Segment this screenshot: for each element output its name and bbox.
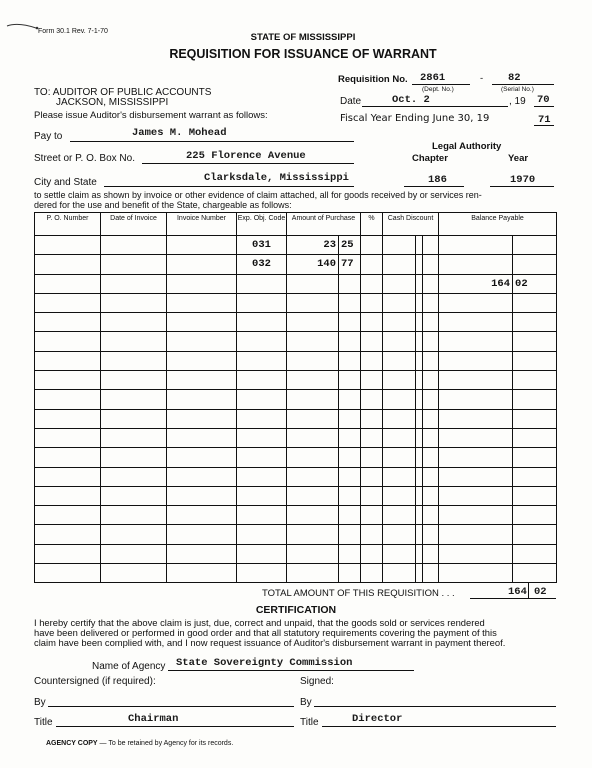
amount-cents-cell[interactable]: [339, 506, 361, 525]
amount-cents-cell[interactable]: [339, 409, 361, 428]
serial-no-label: (Serial No.): [501, 86, 534, 93]
amount-dollars-cell[interactable]: [287, 448, 339, 467]
discount-cell-1[interactable]: [383, 371, 416, 390]
certification-line-2: have been delivered or performed in good order and that all statutory requirements covering the payment of this: [34, 627, 497, 638]
balance-dollars-cell[interactable]: [439, 351, 513, 370]
amount-dollars-cell[interactable]: [287, 544, 339, 563]
serial-number-value[interactable]: 82: [508, 72, 521, 84]
discount-cell-2[interactable]: [416, 255, 423, 274]
discount-cell-1[interactable]: [383, 313, 416, 332]
po-cell[interactable]: [35, 332, 101, 351]
invoice-date-cell[interactable]: [101, 467, 167, 486]
discount-cell-3[interactable]: [423, 332, 439, 351]
invoice-number-cell[interactable]: [167, 506, 237, 525]
invoice-date-cell[interactable]: [101, 428, 167, 447]
table-row: [35, 486, 557, 505]
balance-cents-cell[interactable]: [513, 236, 557, 255]
discount-cell-3[interactable]: [423, 467, 439, 486]
invoice-date-cell[interactable]: [101, 409, 167, 428]
balance-dollars-cell[interactable]: [439, 564, 513, 583]
amount-dollars-cell[interactable]: [287, 332, 339, 351]
amount-cents-cell[interactable]: [339, 332, 361, 351]
invoice-number-cell[interactable]: [167, 564, 237, 583]
table-row: [35, 332, 557, 351]
table-row: [35, 525, 557, 544]
amount-dollars-cell[interactable]: [287, 467, 339, 486]
amount-dollars-cell[interactable]: [287, 351, 339, 370]
pay-to-value[interactable]: James M. Mohead: [132, 127, 227, 139]
discount-cell-1[interactable]: [383, 544, 416, 563]
col-exp-obj-code: Exp. Obj. Code: [237, 213, 287, 236]
po-cell[interactable]: [35, 467, 101, 486]
signed-label: Signed:: [300, 676, 334, 687]
street-label: Street or P. O. Box No.: [34, 153, 135, 164]
discount-cell-2[interactable]: [416, 351, 423, 370]
amount-cents-cell[interactable]: [339, 544, 361, 563]
invoice-date-cell[interactable]: [101, 506, 167, 525]
percent-cell[interactable]: [361, 351, 383, 370]
discount-cell-3[interactable]: [423, 409, 439, 428]
invoice-number-cell[interactable]: [167, 293, 237, 312]
amount-cents-cell[interactable]: [339, 293, 361, 312]
exp-obj-code-cell[interactable]: [237, 409, 287, 428]
state-heading: STATE OF MISSISSIPPI: [250, 32, 356, 43]
signed-title-label: Title: [300, 717, 319, 728]
total-label: TOTAL AMOUNT OF THIS REQUISITION . . .: [262, 588, 455, 599]
fiscal-year-label: Fiscal Year Ending June 30, 19: [340, 113, 490, 124]
discount-cell-1[interactable]: [383, 351, 416, 370]
amount-dollars-cell[interactable]: [287, 293, 339, 312]
discount-cell-3[interactable]: [423, 371, 439, 390]
invoice-date-cell[interactable]: [101, 351, 167, 370]
to-line-2: JACKSON, MISSISSIPPI: [56, 97, 169, 108]
discount-cell-3[interactable]: [423, 525, 439, 544]
invoice-number-cell[interactable]: [167, 313, 237, 332]
percent-cell[interactable]: [361, 448, 383, 467]
signed-title-value[interactable]: Director: [352, 713, 403, 725]
pay-to-label: Pay to: [34, 131, 63, 142]
table-row: [35, 274, 557, 293]
percent-cell[interactable]: [361, 371, 383, 390]
invoice-number-cell[interactable]: [167, 544, 237, 563]
po-cell[interactable]: [35, 428, 101, 447]
percent-cell[interactable]: [361, 255, 383, 274]
col-po-number: P. O. Number: [35, 213, 101, 236]
balance-dollars-cell[interactable]: [439, 544, 513, 563]
discount-cell-1[interactable]: [383, 564, 416, 583]
balance-dollars-cell[interactable]: [439, 313, 513, 332]
invoice-number-cell[interactable]: [167, 274, 237, 293]
balance-cents-cell[interactable]: [513, 293, 557, 312]
exp-obj-code-cell[interactable]: [237, 274, 287, 293]
invoice-number-cell[interactable]: [167, 428, 237, 447]
po-cell[interactable]: [35, 255, 101, 274]
percent-cell[interactable]: [361, 486, 383, 505]
discount-cell-3[interactable]: [423, 293, 439, 312]
chapter-value[interactable]: 186: [428, 174, 447, 186]
balance-cents-cell[interactable]: [513, 448, 557, 467]
invoice-number-cell[interactable]: [167, 467, 237, 486]
discount-cell-1[interactable]: [383, 236, 416, 255]
discount-cell-1[interactable]: [383, 448, 416, 467]
discount-cell-2[interactable]: [416, 428, 423, 447]
discount-cell-1[interactable]: [383, 525, 416, 544]
percent-cell[interactable]: [361, 332, 383, 351]
balance-dollars-cell[interactable]: 164: [439, 274, 513, 293]
pen-mark-icon: [6, 20, 40, 32]
percent-cell[interactable]: [361, 236, 383, 255]
table-row: [35, 409, 557, 428]
invoice-number-cell[interactable]: [167, 390, 237, 409]
percent-cell[interactable]: [361, 428, 383, 447]
discount-cell-3[interactable]: [423, 351, 439, 370]
balance-cents-cell[interactable]: [513, 467, 557, 486]
amount-cents-cell[interactable]: [339, 486, 361, 505]
discount-cell-3[interactable]: [423, 564, 439, 583]
amount-dollars-cell[interactable]: 140: [287, 255, 339, 274]
certification-line-1: I hereby certify that the above claim is just, due, correct and unpaid, that the goods sold or services rendered: [34, 617, 485, 628]
amount-cents-cell[interactable]: [339, 351, 361, 370]
po-cell[interactable]: [35, 351, 101, 370]
discount-cell-1[interactable]: [383, 390, 416, 409]
discount-cell-2[interactable]: [416, 313, 423, 332]
amount-dollars-cell[interactable]: [287, 428, 339, 447]
amount-dollars-cell[interactable]: [287, 506, 339, 525]
po-cell[interactable]: [35, 448, 101, 467]
invoice-date-cell[interactable]: [101, 274, 167, 293]
agency-label: Name of Agency: [92, 661, 166, 672]
discount-cell-2[interactable]: [416, 486, 423, 505]
amount-dollars-cell[interactable]: [287, 486, 339, 505]
invoice-date-cell[interactable]: [101, 313, 167, 332]
exp-obj-code-cell[interactable]: [237, 564, 287, 583]
exp-obj-code-cell[interactable]: [237, 467, 287, 486]
certification-heading: CERTIFICATION: [255, 604, 337, 616]
po-cell[interactable]: [35, 564, 101, 583]
exp-obj-code-cell[interactable]: [237, 351, 287, 370]
invoice-number-cell[interactable]: [167, 371, 237, 390]
amount-cents-cell[interactable]: [339, 428, 361, 447]
city-label: City and State: [34, 177, 97, 188]
balance-cents-cell[interactable]: [513, 525, 557, 544]
balance-cents-cell[interactable]: 02: [513, 274, 557, 293]
discount-cell-3[interactable]: [423, 274, 439, 293]
po-cell[interactable]: [35, 371, 101, 390]
countersigned-label: Countersigned (if required):: [34, 676, 156, 687]
agency-copy-label: AGENCY COPY: [46, 740, 98, 747]
invoice-number-cell[interactable]: [167, 486, 237, 505]
exp-obj-code-cell[interactable]: [237, 448, 287, 467]
amount-cents-cell[interactable]: [339, 564, 361, 583]
balance-dollars-cell[interactable]: [439, 467, 513, 486]
legal-year-value[interactable]: 1970: [510, 174, 536, 186]
invoice-date-cell[interactable]: [101, 525, 167, 544]
instruction-text: Please issue Auditor's disbursement warrant as follows:: [34, 110, 268, 121]
exp-obj-code-cell[interactable]: 031: [237, 236, 287, 255]
discount-cell-1[interactable]: [383, 332, 416, 351]
table-row: [35, 564, 557, 583]
countersign-title-label: Title: [34, 717, 53, 728]
discount-cell-1[interactable]: [383, 255, 416, 274]
percent-cell[interactable]: [361, 506, 383, 525]
amount-cents-cell[interactable]: [339, 448, 361, 467]
col-percent: %: [361, 213, 383, 236]
invoice-date-cell[interactable]: [101, 564, 167, 583]
po-cell[interactable]: [35, 390, 101, 409]
po-cell[interactable]: [35, 544, 101, 563]
exp-obj-code-cell[interactable]: [237, 293, 287, 312]
discount-cell-1[interactable]: [383, 274, 416, 293]
balance-cents-cell[interactable]: [513, 428, 557, 447]
form-number: Form 30.1 Rev. 7-1-70: [38, 28, 108, 35]
requisition-label: Requisition No.: [338, 74, 408, 85]
invoice-number-cell[interactable]: [167, 255, 237, 274]
exp-obj-code-cell[interactable]: [237, 390, 287, 409]
balance-cents-cell[interactable]: [513, 390, 557, 409]
discount-cell-1[interactable]: [383, 428, 416, 447]
col-invoice-number: Invoice Number: [167, 213, 237, 236]
amount-cents-cell[interactable]: [339, 313, 361, 332]
invoice-date-cell[interactable]: [101, 236, 167, 255]
total-cents[interactable]: 02: [534, 586, 547, 598]
date-year-prefix: , 19: [509, 96, 526, 107]
agency-value[interactable]: State Sovereignty Commission: [176, 657, 353, 669]
discount-cell-3[interactable]: [423, 255, 439, 274]
table-row: [35, 255, 557, 274]
street-value[interactable]: 225 Florence Avenue: [186, 150, 306, 162]
invoice-date-cell[interactable]: [101, 448, 167, 467]
amount-dollars-cell[interactable]: [287, 409, 339, 428]
table-row: [35, 448, 557, 467]
po-cell[interactable]: [35, 293, 101, 312]
discount-cell-1[interactable]: [383, 467, 416, 486]
discount-cell-1[interactable]: [383, 486, 416, 505]
settle-text-line-2: dered for the use and benefit of the State, chargeable as follows:: [34, 200, 292, 210]
balance-cents-cell[interactable]: [513, 313, 557, 332]
discount-cell-2[interactable]: [416, 544, 423, 563]
percent-cell[interactable]: [361, 525, 383, 544]
date-value[interactable]: Oct. 2: [392, 94, 430, 106]
exp-obj-code-cell[interactable]: [237, 486, 287, 505]
to-line-1: TO: AUDITOR OF PUBLIC ACCOUNTS: [34, 87, 212, 98]
settle-text-line-1: to settle claim as shown by invoice or other evidence of claim attached, all for goods received by or services ren-: [34, 190, 482, 200]
balance-cents-cell[interactable]: [513, 409, 557, 428]
table-row: [35, 371, 557, 390]
legal-authority-heading: Legal Authority: [432, 141, 502, 152]
table-row: [35, 544, 557, 563]
percent-cell[interactable]: [361, 390, 383, 409]
countersign-signature-line[interactable]: [48, 706, 294, 707]
signed-by-label: By: [300, 697, 312, 708]
discount-cell-2[interactable]: [416, 467, 423, 486]
table-row: [35, 293, 557, 312]
discount-cell-1[interactable]: [383, 293, 416, 312]
date-year-value[interactable]: 70: [537, 94, 550, 106]
invoice-number-cell[interactable]: [167, 236, 237, 255]
certification-line-3: claim have been complied with, and I now request issuance of Auditor's disbursement warrant in payment thereof.: [34, 637, 506, 648]
invoice-number-cell[interactable]: [167, 525, 237, 544]
invoice-number-cell[interactable]: [167, 448, 237, 467]
balance-cents-cell[interactable]: [513, 332, 557, 351]
dept-number-value[interactable]: 2861: [420, 72, 446, 84]
percent-cell[interactable]: [361, 564, 383, 583]
discount-cell-3[interactable]: [423, 236, 439, 255]
balance-dollars-cell[interactable]: [439, 409, 513, 428]
invoice-date-cell[interactable]: [101, 544, 167, 563]
balance-dollars-cell[interactable]: [439, 486, 513, 505]
invoice-number-cell[interactable]: [167, 351, 237, 370]
balance-cents-cell[interactable]: [513, 544, 557, 563]
percent-cell[interactable]: [361, 409, 383, 428]
balance-dollars-cell[interactable]: [439, 390, 513, 409]
invoice-number-cell[interactable]: [167, 332, 237, 351]
balance-dollars-cell[interactable]: [439, 428, 513, 447]
po-cell[interactable]: [35, 409, 101, 428]
exp-obj-code-cell[interactable]: [237, 525, 287, 544]
percent-cell[interactable]: [361, 274, 383, 293]
discount-cell-3[interactable]: [423, 544, 439, 563]
percent-cell[interactable]: [361, 467, 383, 486]
date-label: Date: [340, 96, 362, 107]
discount-cell-1[interactable]: [383, 506, 416, 525]
discount-cell-2[interactable]: [416, 274, 423, 293]
balance-dollars-cell[interactable]: [439, 371, 513, 390]
po-cell[interactable]: [35, 313, 101, 332]
amount-cents-cell[interactable]: [339, 525, 361, 544]
col-balance-payable: Balance Payable: [439, 213, 557, 236]
invoice-date-cell[interactable]: [101, 486, 167, 505]
discount-cell-2[interactable]: [416, 390, 423, 409]
po-cell[interactable]: [35, 274, 101, 293]
amount-cents-cell[interactable]: 77: [339, 255, 361, 274]
col-cash-discount: Cash Discount: [383, 213, 439, 236]
exp-obj-code-cell[interactable]: 032: [237, 255, 287, 274]
balance-cents-cell[interactable]: [513, 564, 557, 583]
po-cell[interactable]: [35, 525, 101, 544]
col-amount-of-purchase: Amount of Purchase: [287, 213, 361, 236]
discount-cell-2[interactable]: [416, 506, 423, 525]
chapter-label: Chapter: [412, 153, 448, 164]
amount-cents-cell[interactable]: [339, 371, 361, 390]
discount-cell-3[interactable]: [423, 428, 439, 447]
discount-cell-2[interactable]: [416, 564, 423, 583]
amount-dollars-cell[interactable]: [287, 274, 339, 293]
exp-obj-code-cell[interactable]: [237, 371, 287, 390]
po-cell[interactable]: [35, 236, 101, 255]
balance-cents-cell[interactable]: [513, 255, 557, 274]
discount-cell-3[interactable]: [423, 448, 439, 467]
invoice-number-cell[interactable]: [167, 409, 237, 428]
amount-cents-cell[interactable]: [339, 467, 361, 486]
table-row: [35, 467, 557, 486]
discount-cell-3[interactable]: [423, 390, 439, 409]
balance-cents-cell[interactable]: [513, 486, 557, 505]
invoice-date-cell[interactable]: [101, 332, 167, 351]
year-label: Year: [508, 153, 529, 164]
table-row: [35, 390, 557, 409]
balance-dollars-cell[interactable]: [439, 332, 513, 351]
discount-cell-2[interactable]: [416, 371, 423, 390]
discount-cell-3[interactable]: [423, 506, 439, 525]
dept-no-label: (Dept. No.): [422, 86, 454, 93]
discount-cell-2[interactable]: [416, 448, 423, 467]
signed-signature-line[interactable]: [314, 706, 556, 707]
amount-cents-cell[interactable]: 25: [339, 236, 361, 255]
countersign-by-label: By: [34, 697, 46, 708]
agency-copy-text: — To be retained by Agency for its records.: [97, 740, 234, 747]
balance-cents-cell[interactable]: [513, 371, 557, 390]
amount-dollars-cell[interactable]: [287, 564, 339, 583]
discount-cell-3[interactable]: [423, 313, 439, 332]
exp-obj-code-cell[interactable]: [237, 506, 287, 525]
discount-cell-2[interactable]: [416, 525, 423, 544]
form-title: REQUISITION FOR ISSUANCE OF WARRANT: [169, 47, 437, 61]
exp-obj-code-cell[interactable]: [237, 544, 287, 563]
table-header-row: [35, 213, 557, 236]
discount-cell-2[interactable]: [416, 293, 423, 312]
balance-dollars-cell[interactable]: [439, 236, 513, 255]
po-cell[interactable]: [35, 486, 101, 505]
balance-dollars-cell[interactable]: [439, 506, 513, 525]
city-value[interactable]: Clarksdale, Mississippi: [204, 172, 349, 184]
discount-cell-3[interactable]: [423, 486, 439, 505]
exp-obj-code-cell[interactable]: [237, 313, 287, 332]
amount-dollars-cell[interactable]: [287, 390, 339, 409]
balance-dollars-cell[interactable]: [439, 525, 513, 544]
invoice-date-cell[interactable]: [101, 255, 167, 274]
exp-obj-code-cell[interactable]: [237, 428, 287, 447]
table-row: [35, 351, 557, 370]
requisition-dash: -: [480, 73, 484, 84]
percent-cell[interactable]: [361, 293, 383, 312]
percent-cell[interactable]: [361, 544, 383, 563]
balance-cents-cell[interactable]: [513, 506, 557, 525]
invoice-date-cell[interactable]: [101, 293, 167, 312]
invoice-date-cell[interactable]: [101, 371, 167, 390]
table-row: [35, 506, 557, 525]
col-date-of-invoice: Date of Invoice: [101, 213, 167, 236]
countersign-title-value[interactable]: Chairman: [128, 713, 179, 725]
amount-cents-cell[interactable]: [339, 274, 361, 293]
table-row: [35, 428, 557, 447]
amount-dollars-cell[interactable]: [287, 313, 339, 332]
percent-cell[interactable]: [361, 313, 383, 332]
fiscal-year-value[interactable]: 71: [538, 114, 551, 126]
discount-cell-2[interactable]: [416, 409, 423, 428]
amount-dollars-cell[interactable]: 23: [287, 236, 339, 255]
claims-table: [34, 212, 557, 583]
balance-cents-cell[interactable]: [513, 351, 557, 370]
amount-dollars-cell[interactable]: [287, 525, 339, 544]
discount-cell-2[interactable]: [416, 332, 423, 351]
discount-cell-2[interactable]: [416, 236, 423, 255]
table-row: [35, 236, 557, 255]
invoice-date-cell[interactable]: [101, 390, 167, 409]
total-dollars[interactable]: 164: [508, 586, 527, 598]
exp-obj-code-cell[interactable]: [237, 332, 287, 351]
po-cell[interactable]: [35, 506, 101, 525]
balance-dollars-cell[interactable]: [439, 255, 513, 274]
amount-dollars-cell[interactable]: [287, 371, 339, 390]
balance-dollars-cell[interactable]: [439, 448, 513, 467]
agency-copy-note: [46, 740, 233, 747]
balance-dollars-cell[interactable]: [439, 293, 513, 312]
table-row: [35, 313, 557, 332]
discount-cell-1[interactable]: [383, 409, 416, 428]
amount-cents-cell[interactable]: [339, 390, 361, 409]
